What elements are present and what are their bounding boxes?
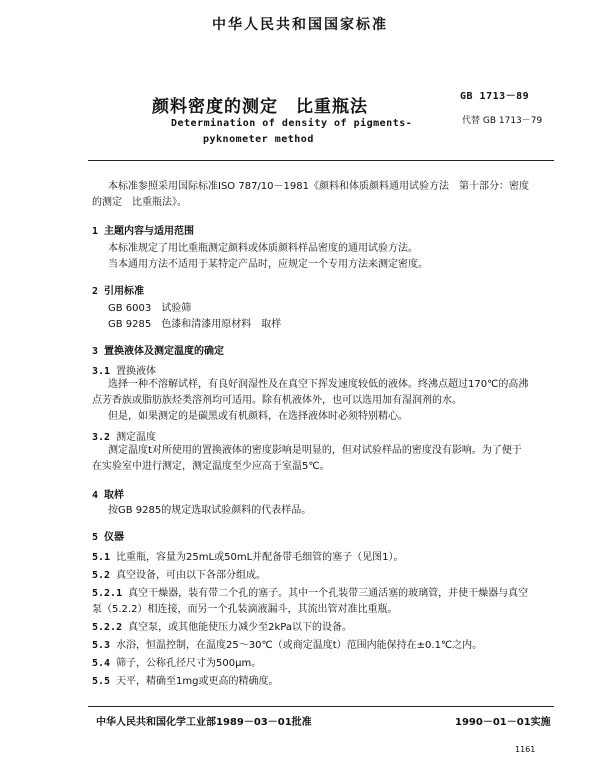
section-4-p1: 按GB 9285的规定选取试验颜料的代表样品。 [108, 505, 312, 516]
subsection-number: 3.2 [92, 432, 111, 443]
section-3-heading [92, 342, 224, 357]
section-3-2-line1: 测定温度t对所使用的置换液体的密度影响是明显的，但对试验样品的密度没有影响。为了便于 [108, 445, 522, 456]
item-5-5 [92, 672, 279, 687]
section-title: 取样 [104, 490, 125, 501]
item-text: 真空干燥器，装有带二个孔的塞子。其中一个孔装带三通活塞的玻璃管，并使干燥器与真空 [128, 588, 529, 599]
item-number: 5.2.2 [92, 622, 123, 633]
section-3-1-line1: 选择一种不溶解试样，有良好润湿性及在真空下挥发速度较低的液体。终沸点超过170℃的高沸 [108, 379, 529, 390]
section-3-1-line3: 但是，如果测定的是碳黑或有机颜料，在选择液体时必须特别精心。 [108, 411, 408, 422]
item-number: 5.3 [92, 640, 111, 651]
subsection-3-1-heading [92, 362, 156, 377]
item-5-4 [92, 654, 261, 669]
section-1-heading [92, 222, 194, 237]
implementation-date: 1990－01－01实施 [455, 717, 551, 728]
item-text: 泵（5.2.2）相连接，而另一个孔装滴液漏斗，其流出管对准比重瓶。 [92, 604, 398, 615]
document-title: 颜料密度的测定 比重瓶法 [152, 97, 368, 117]
section-title: 引用标准 [104, 286, 145, 297]
item-number: 5.1 [92, 552, 111, 563]
section-5-heading [92, 528, 124, 543]
item-number: 5.4 [92, 658, 111, 669]
section-title: 主题内容与适用范围 [104, 226, 195, 237]
footer-divider [88, 706, 554, 707]
item-text: 真空设备，可由以下各部分组成。 [116, 570, 267, 581]
section-title: 置换液体及测定温度的确定 [104, 346, 225, 357]
section-1-p2: 当本通用方法不适用于某特定产品时，应规定一个专用方法来测定密度。 [108, 259, 428, 270]
section-number: 4 [92, 490, 99, 501]
item-5-3 [92, 636, 482, 651]
section-number: 3 [92, 346, 99, 357]
section-4-heading [92, 486, 124, 501]
standard-number: GB 1713－89 [460, 91, 530, 102]
section-number: 5 [92, 532, 99, 543]
item-5-2-1 [92, 584, 528, 599]
section-3-1-line2: 点芳香族或脂肪族烃类溶剂均可适用。除有机液体外，也可以选用加有湿润剂的水。 [92, 395, 462, 406]
item-5-2-1-continued [92, 600, 397, 615]
item-text: 真空泵，或其他能使压力减少至2kPa以下的设备。 [128, 622, 352, 633]
approval-line: 中华人民共和国化学工业部1989－03－01批准 [96, 717, 312, 728]
page-number: 1161 [515, 745, 536, 754]
item-number: 5.2.1 [92, 588, 123, 599]
reference-gb9285: GB 9285 色漆和清漆用原材料 取样 [108, 319, 282, 330]
standard-header: 中华人民共和国国家标准 [212, 17, 388, 33]
item-5-2-2 [92, 618, 352, 633]
subsection-title: 置换液体 [116, 366, 157, 377]
subsection-3-2-heading [92, 428, 156, 443]
item-text: 筛子，公称孔径尺寸为500μm。 [116, 658, 262, 669]
intro-line2: 的测定 比重瓶法》。 [92, 197, 187, 208]
section-1-p1: 本标准规定了用比重瓶测定颜料或体质颜料样品密度的通用试验方法。 [108, 243, 418, 254]
title-divider [88, 160, 554, 161]
item-5-1 [92, 548, 404, 563]
item-number: 5.2 [92, 570, 111, 581]
item-text: 比重瓶，容量为25mL或50mL并配备带毛细管的塞子（见图1）。 [116, 552, 404, 563]
item-text: 水浴，恒温控制，在温度25～30℃（或商定温度t）范围内能保持在±0.1℃之内。 [116, 640, 483, 651]
section-title: 仪器 [104, 532, 125, 543]
replaces-standard: 代替 GB 1713－79 [462, 116, 543, 126]
section-2-heading [92, 282, 144, 297]
item-number: 5.5 [92, 676, 111, 687]
subsection-title: 测定温度 [116, 432, 157, 443]
reference-gb6003: GB 6003 试验筛 [108, 303, 192, 314]
english-title-line2: pyknometer method [203, 134, 314, 145]
item-text: 天平，精确至1mg或更高的精确度。 [116, 676, 279, 687]
section-number: 2 [92, 286, 99, 297]
item-5-2 [92, 566, 266, 581]
section-3-2-line2: 在实验室中进行测定，测定温度至少应高于室温5℃。 [92, 461, 330, 472]
intro-line1: 本标准参照采用国际标准ISO 787/10－1981《颜料和体质颜料通用试验方法 第十部分：密度 [108, 181, 529, 192]
english-title-line1: Determination of density of pigments- [171, 118, 413, 129]
subsection-number: 3.1 [92, 366, 111, 377]
section-number: 1 [92, 226, 99, 237]
